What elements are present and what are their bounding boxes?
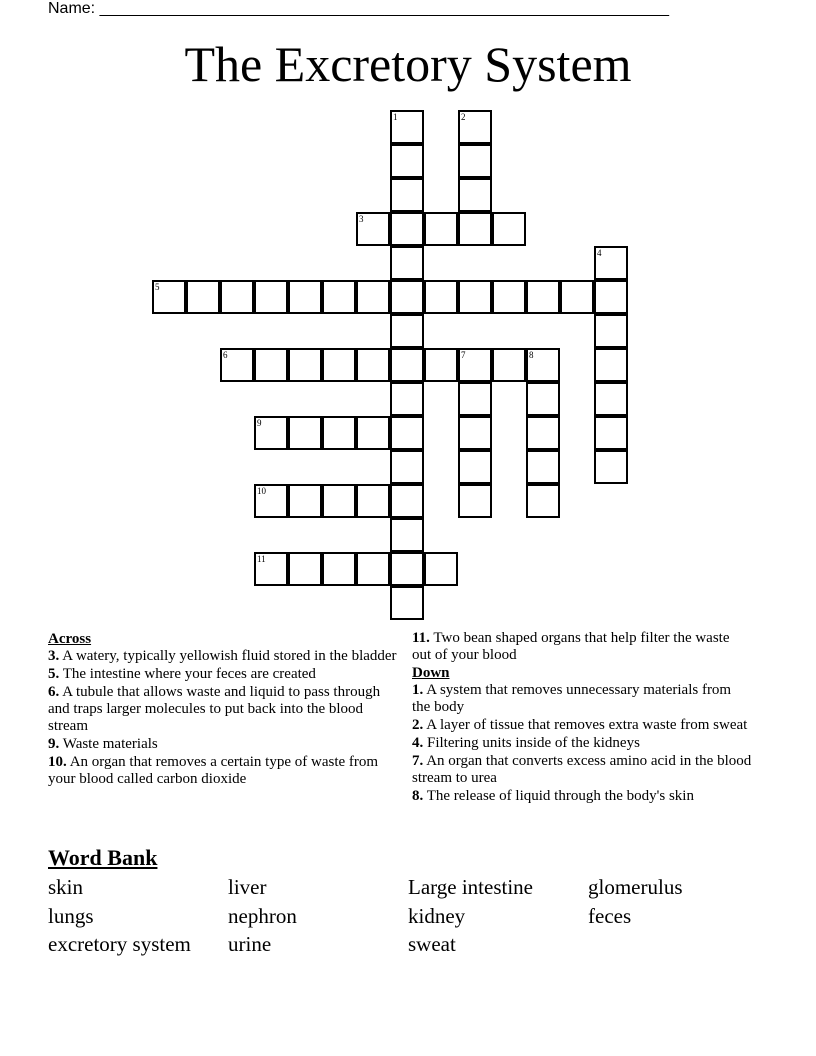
clue-text: An organ that converts excess amino acid in the blood stream to urea: [412, 753, 752, 786]
clue-down-8: [412, 788, 752, 805]
clues-left-column: [48, 630, 400, 789]
crossword-cell[interactable]: [288, 552, 322, 586]
crossword-cell[interactable]: [356, 552, 390, 586]
crossword-cell[interactable]: [594, 280, 628, 314]
cell-number: 9: [257, 418, 262, 428]
crossword-cell[interactable]: [594, 348, 628, 382]
crossword-cell[interactable]: [288, 416, 322, 450]
crossword-cell[interactable]: [390, 212, 424, 246]
cell-number: 2: [461, 112, 466, 122]
crossword-cell[interactable]: [254, 484, 288, 518]
word-bank-item: Large intestine: [408, 875, 533, 899]
crossword-cell[interactable]: [220, 280, 254, 314]
crossword-cell[interactable]: [458, 144, 492, 178]
word-bank-item: lungs: [48, 903, 94, 928]
cell-number: 1: [393, 112, 398, 122]
word-bank-item: nephron: [228, 903, 297, 928]
crossword-cell[interactable]: [322, 348, 356, 382]
crossword-cell[interactable]: [390, 348, 424, 382]
clue-text: An organ that removes a certain type of waste from your blood called carbon dioxide: [48, 754, 379, 787]
clue-number: 7.: [412, 753, 424, 769]
clue-down-1: [412, 682, 752, 716]
crossword-cell[interactable]: [288, 484, 322, 518]
crossword-cell[interactable]: [458, 212, 492, 246]
crossword-cell[interactable]: [492, 212, 526, 246]
crossword-cell[interactable]: [390, 144, 424, 178]
clue-number: 4.: [412, 735, 424, 751]
cell-number: 3: [359, 214, 364, 224]
crossword-cell[interactable]: [152, 280, 186, 314]
crossword-cell[interactable]: [458, 280, 492, 314]
crossword-cell[interactable]: [220, 348, 254, 382]
clue-across-9: [48, 736, 400, 753]
crossword-cell[interactable]: [458, 416, 492, 450]
clue-down-4: [412, 735, 752, 752]
crossword-cell[interactable]: [526, 484, 560, 518]
crossword-cell[interactable]: [254, 280, 288, 314]
crossword-cell[interactable]: [322, 552, 356, 586]
clue-text: Filtering units inside of the kidneys: [427, 735, 640, 751]
crossword-cell[interactable]: [356, 280, 390, 314]
clue-number: 8.: [412, 788, 424, 804]
crossword-cell[interactable]: [356, 348, 390, 382]
clue-across-6: [48, 684, 400, 735]
word-bank-item: glomerulus: [588, 875, 683, 899]
word-bank: [48, 873, 788, 959]
crossword-cell[interactable]: [424, 212, 458, 246]
word-bank-title: Word Bank: [48, 845, 158, 870]
word-bank-item: liver: [228, 875, 267, 899]
crossword-cell[interactable]: [424, 280, 458, 314]
crossword-cell[interactable]: [458, 382, 492, 416]
clue-number: 3.: [48, 648, 60, 664]
clue-number: 1.: [412, 682, 424, 698]
crossword-cell[interactable]: [526, 416, 560, 450]
crossword-cell[interactable]: [560, 280, 594, 314]
cell-number: 7: [461, 350, 466, 360]
crossword-cell[interactable]: [526, 280, 560, 314]
crossword-cell[interactable]: [594, 450, 628, 484]
cell-number: 10: [257, 486, 266, 496]
crossword-cell[interactable]: [594, 246, 628, 280]
crossword-cell[interactable]: [492, 348, 526, 382]
name-field[interactable]: Name: ________________________________________________________________: [48, 0, 670, 17]
cell-number: 5: [155, 282, 160, 292]
clue-text: The release of liquid through the body's skin: [426, 788, 694, 804]
clues-right-column: [412, 630, 752, 806]
crossword-cell[interactable]: [594, 416, 628, 450]
page-title: The Excretory System: [184, 36, 632, 92]
word-bank-item: skin: [48, 875, 84, 899]
crossword-cell[interactable]: [288, 348, 322, 382]
crossword-cell[interactable]: [322, 416, 356, 450]
crossword-cell[interactable]: [288, 280, 322, 314]
clue-text: A layer of tissue that removes extra waste from sweat: [426, 717, 748, 733]
crossword-cell[interactable]: [254, 416, 288, 450]
clue-text: Waste materials: [62, 736, 158, 752]
crossword-cell[interactable]: [458, 110, 492, 144]
clue-text: Two bean shaped organs that help filter the waste out of your blood: [412, 630, 730, 663]
crossword-cell[interactable]: [390, 552, 424, 586]
word-bank-item: sweat: [408, 932, 456, 956]
crossword-cell[interactable]: [390, 416, 424, 450]
word-bank-item: excretory system: [48, 932, 191, 956]
word-bank-item: urine: [228, 932, 272, 956]
crossword-cell[interactable]: [458, 484, 492, 518]
across-heading: Across: [48, 631, 92, 647]
crossword-cell[interactable]: [356, 484, 390, 518]
clue-across-10: [48, 754, 400, 788]
crossword-cell[interactable]: [492, 280, 526, 314]
clue-text: A tubule that allows waste and liquid to pass through and traps larger molecules to put back into the blood stream: [48, 684, 381, 734]
clue-text: The intestine where your feces are created: [62, 666, 316, 682]
crossword-cell[interactable]: [254, 348, 288, 382]
crossword-cell[interactable]: [254, 552, 288, 586]
clue-number: 6.: [48, 684, 60, 700]
clue-text: A watery, typically yellowish fluid stored in the bladder: [62, 648, 397, 664]
word-bank-item: kidney: [408, 903, 466, 928]
crossword-cell[interactable]: [390, 314, 424, 348]
clue-number: 9.: [48, 736, 60, 752]
crossword-cell[interactable]: [322, 280, 356, 314]
clue-number: 2.: [412, 717, 424, 733]
crossword-cell[interactable]: [322, 484, 356, 518]
word-bank-item: feces: [588, 903, 632, 928]
clue-across-5: [48, 666, 400, 683]
cell-number: 6: [223, 350, 228, 360]
clue-across-3: [48, 648, 400, 665]
crossword-cell[interactable]: [458, 178, 492, 212]
clue-across-11: [412, 630, 752, 664]
crossword-cell[interactable]: [390, 518, 424, 552]
clue-down-7: [412, 753, 752, 787]
crossword-cell[interactable]: [594, 314, 628, 348]
crossword-cell[interactable]: [458, 348, 492, 382]
clue-down-2: [412, 717, 752, 734]
cell-number: 11: [257, 554, 266, 564]
clue-text: A system that removes unnecessary materials from the body: [412, 682, 732, 715]
cell-number: 4: [597, 248, 602, 258]
clue-number: 11.: [412, 630, 430, 646]
crossword-cell[interactable]: [424, 348, 458, 382]
clue-number: 5.: [48, 666, 60, 682]
crossword-cell[interactable]: [594, 382, 628, 416]
crossword-cell[interactable]: [390, 450, 424, 484]
down-heading: Down: [412, 665, 450, 681]
crossword-cell[interactable]: [186, 280, 220, 314]
crossword-cell[interactable]: [390, 586, 424, 620]
clue-number: 10.: [48, 754, 67, 770]
crossword-cell[interactable]: [526, 382, 560, 416]
crossword-cell[interactable]: [526, 450, 560, 484]
crossword-cell[interactable]: [390, 382, 424, 416]
crossword-cell[interactable]: [526, 348, 560, 382]
crossword-cell[interactable]: [390, 280, 424, 314]
crossword-cell[interactable]: [390, 484, 424, 518]
crossword-cell[interactable]: [390, 178, 424, 212]
crossword-cell[interactable]: [356, 416, 390, 450]
crossword-cell[interactable]: [356, 212, 390, 246]
crossword-cell[interactable]: [390, 110, 424, 144]
crossword-cell[interactable]: [390, 246, 424, 280]
crossword-cell[interactable]: [424, 552, 458, 586]
crossword-cell[interactable]: [458, 450, 492, 484]
cell-number: 8: [529, 350, 534, 360]
